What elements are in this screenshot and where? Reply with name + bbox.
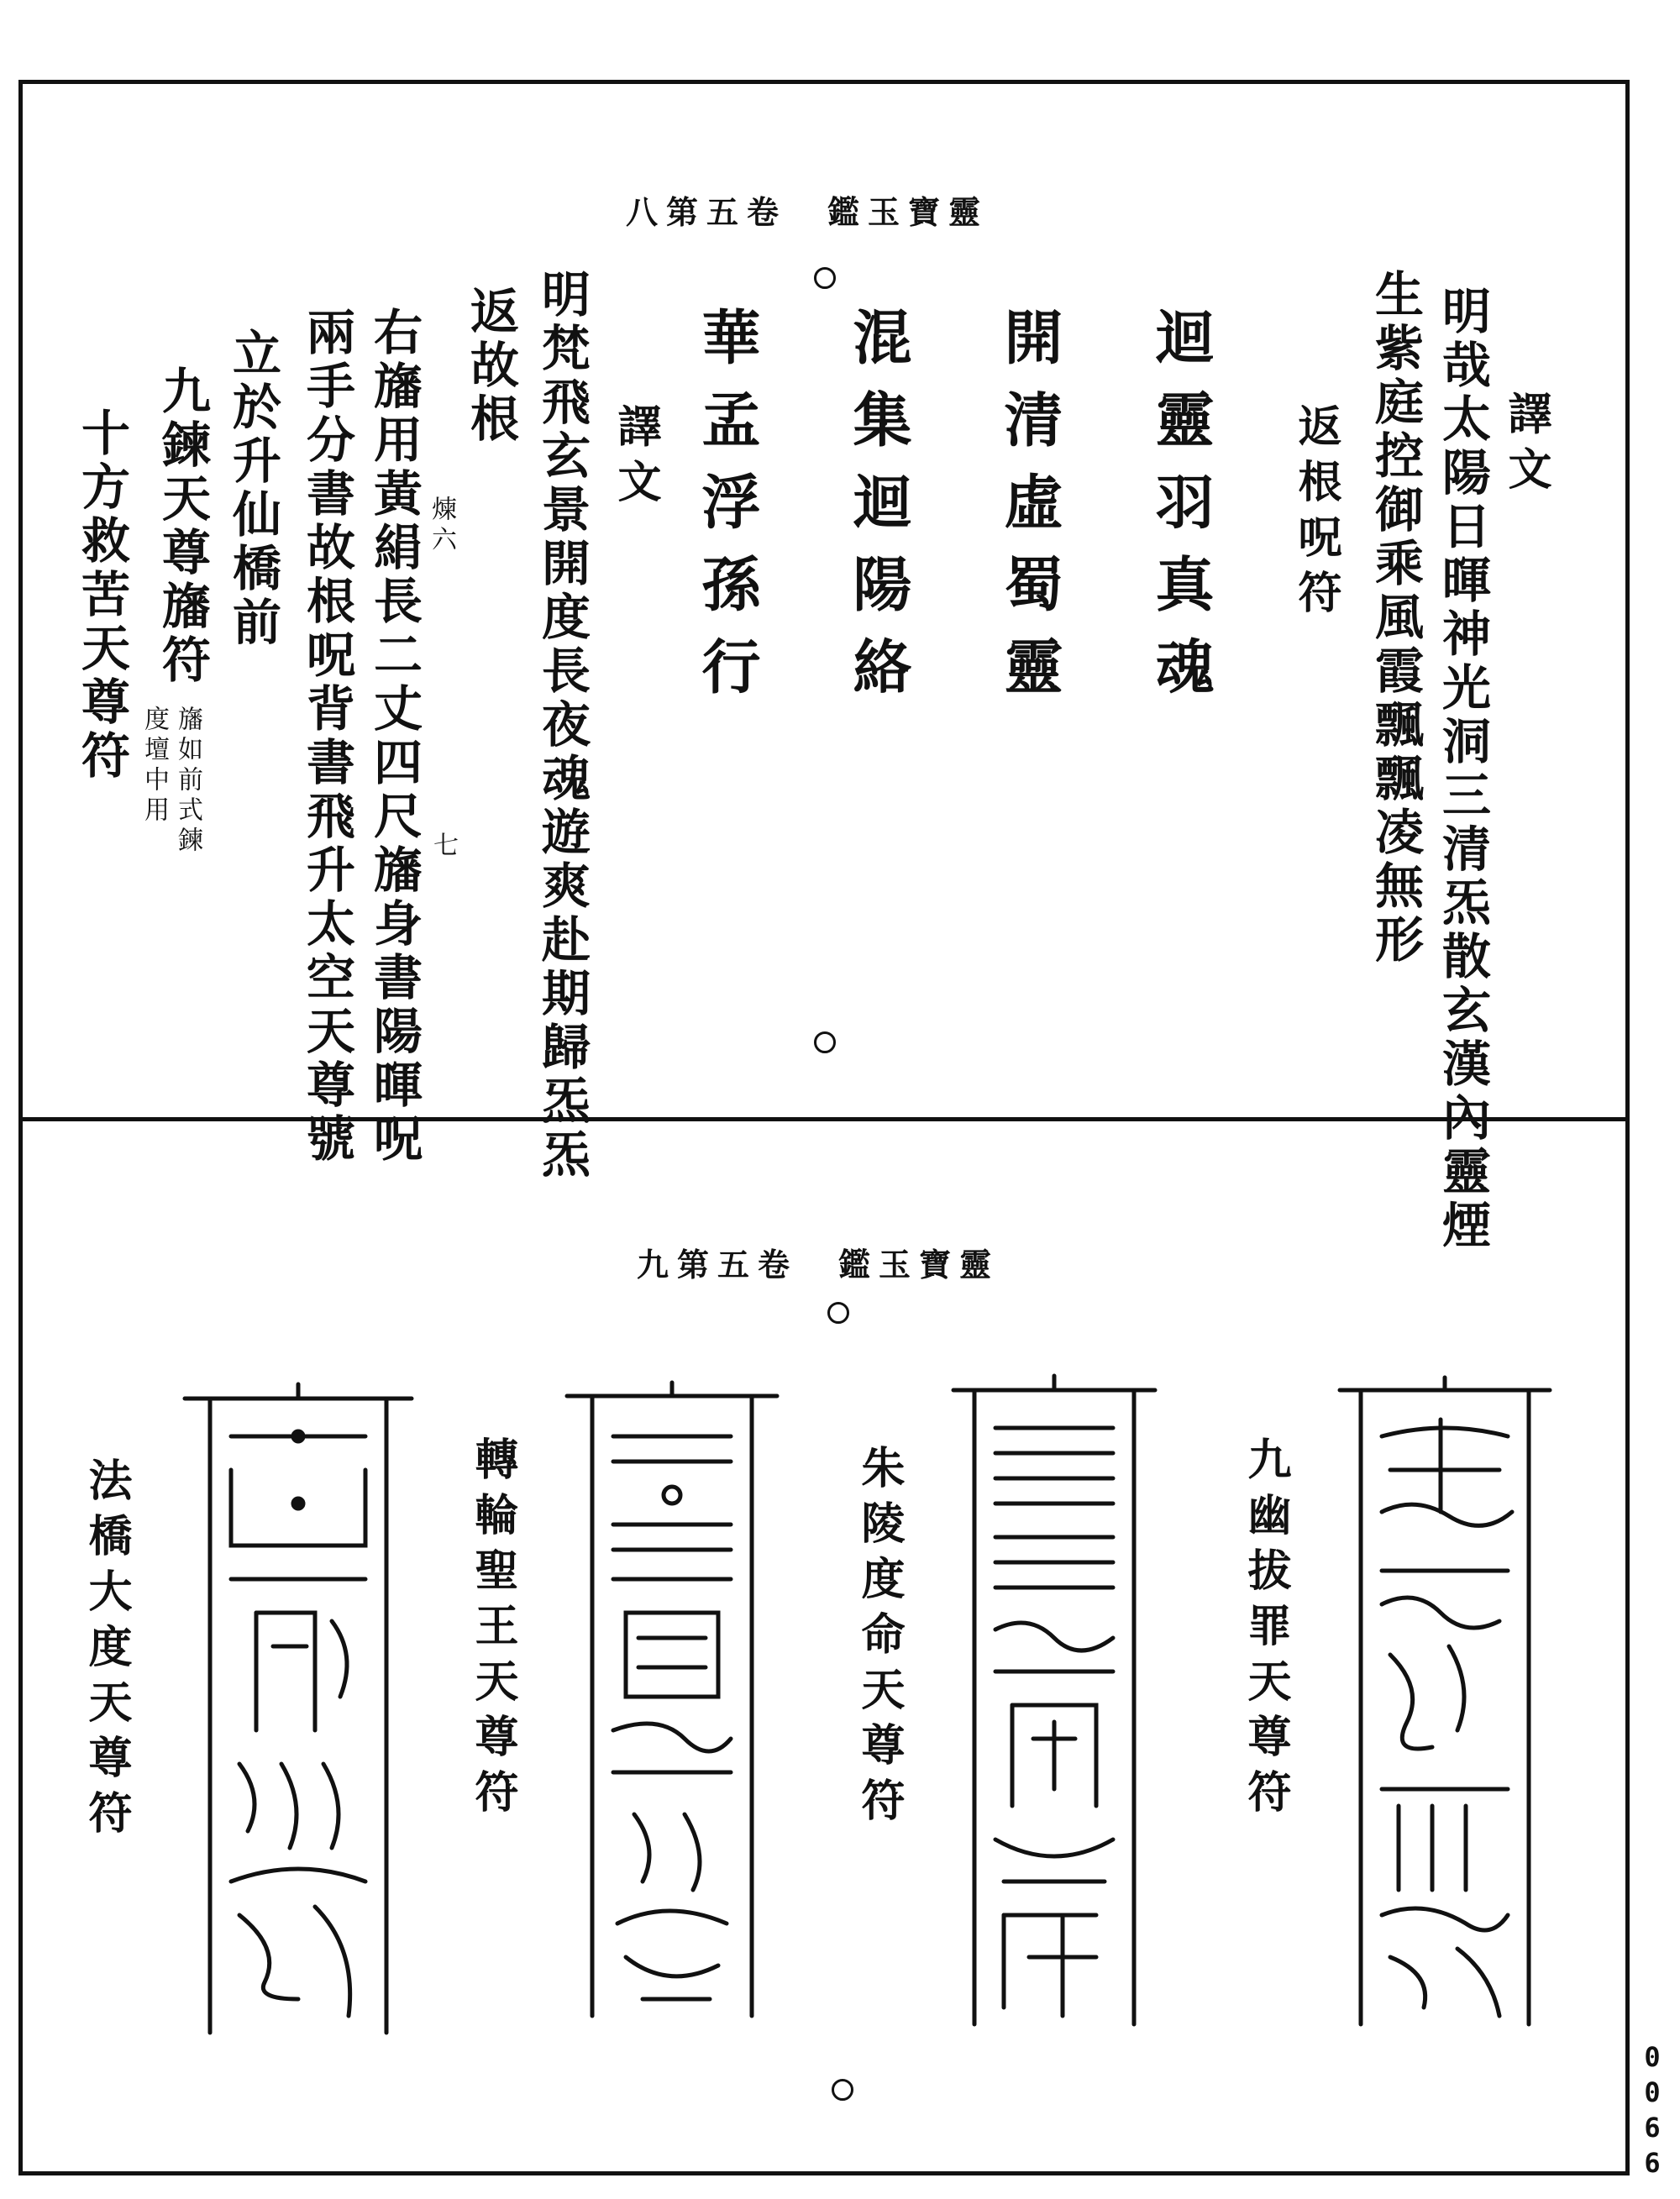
talisman-label: 法橋大度天尊符 [81, 1457, 132, 1845]
margin-note: 煉六 [427, 496, 456, 556]
annotation: 度壇中用 [139, 706, 169, 827]
seal-script-column: 混集迴陽絡 [843, 307, 913, 718]
talisman-drawing [559, 1378, 785, 2033]
page-divider [18, 1117, 1630, 1121]
bottom-page-header: 九第五卷 鑑玉寶靈 [637, 1246, 1000, 1283]
translation-title: 譯文 [610, 403, 661, 514]
talisman-label: 轉輪聖王天尊符 [467, 1436, 518, 1824]
page-number: 0066 [1636, 2041, 1668, 2182]
talisman-label: 朱陵度命天尊符 [853, 1445, 905, 1833]
margin-mark: 七 [428, 832, 458, 862]
translation-line: 明哉太陽日暉神光洞三清炁散玄漢內靈煙 [1434, 286, 1491, 1253]
translation-line: 明梵飛玄景開度長夜魂遊爽赴期歸炁炁 [533, 269, 591, 1183]
binding-hole-mark [814, 267, 836, 289]
talisman-drawing [945, 1369, 1163, 2041]
translation-title: 譯文 [1500, 391, 1551, 501]
talisman-drawing [1331, 1369, 1558, 2041]
binding-hole-mark [827, 1302, 849, 1324]
translation-line: 立於升仙橋前 [224, 328, 281, 650]
top-page-header: 八第五卷 鑑玉寶靈 [626, 193, 990, 231]
translation-line: 返故根 [462, 286, 519, 447]
seal-script-column: 華孟浮孫行 [692, 307, 762, 718]
translation-line: 右旛用黃絹長二丈四尺旛身書陽暉呪 [365, 307, 423, 1167]
talisman-label: 九幽拔罪天尊符 [1240, 1436, 1291, 1824]
translation-line: 兩手分書故根呪背書飛升太空天尊號 [298, 307, 355, 1167]
seal-script-column: 迴靈羽真魂 [1146, 307, 1215, 718]
translation-line: 九鍊天尊旛符 [154, 365, 211, 688]
annotation: 旛如前式鍊 [173, 706, 202, 857]
talisman-name: 返根呪符 [1290, 403, 1341, 625]
translation-line: 生紫庭控御乘風霞飄飄凌無形 [1367, 269, 1424, 968]
seal-script-column: 開清虛蜀靈 [995, 307, 1064, 718]
binding-hole-mark [814, 1031, 836, 1053]
translation-line: 十方救苦天尊符 [73, 407, 130, 784]
talisman-drawing [172, 1378, 424, 2049]
binding-hole-mark [832, 2079, 853, 2101]
